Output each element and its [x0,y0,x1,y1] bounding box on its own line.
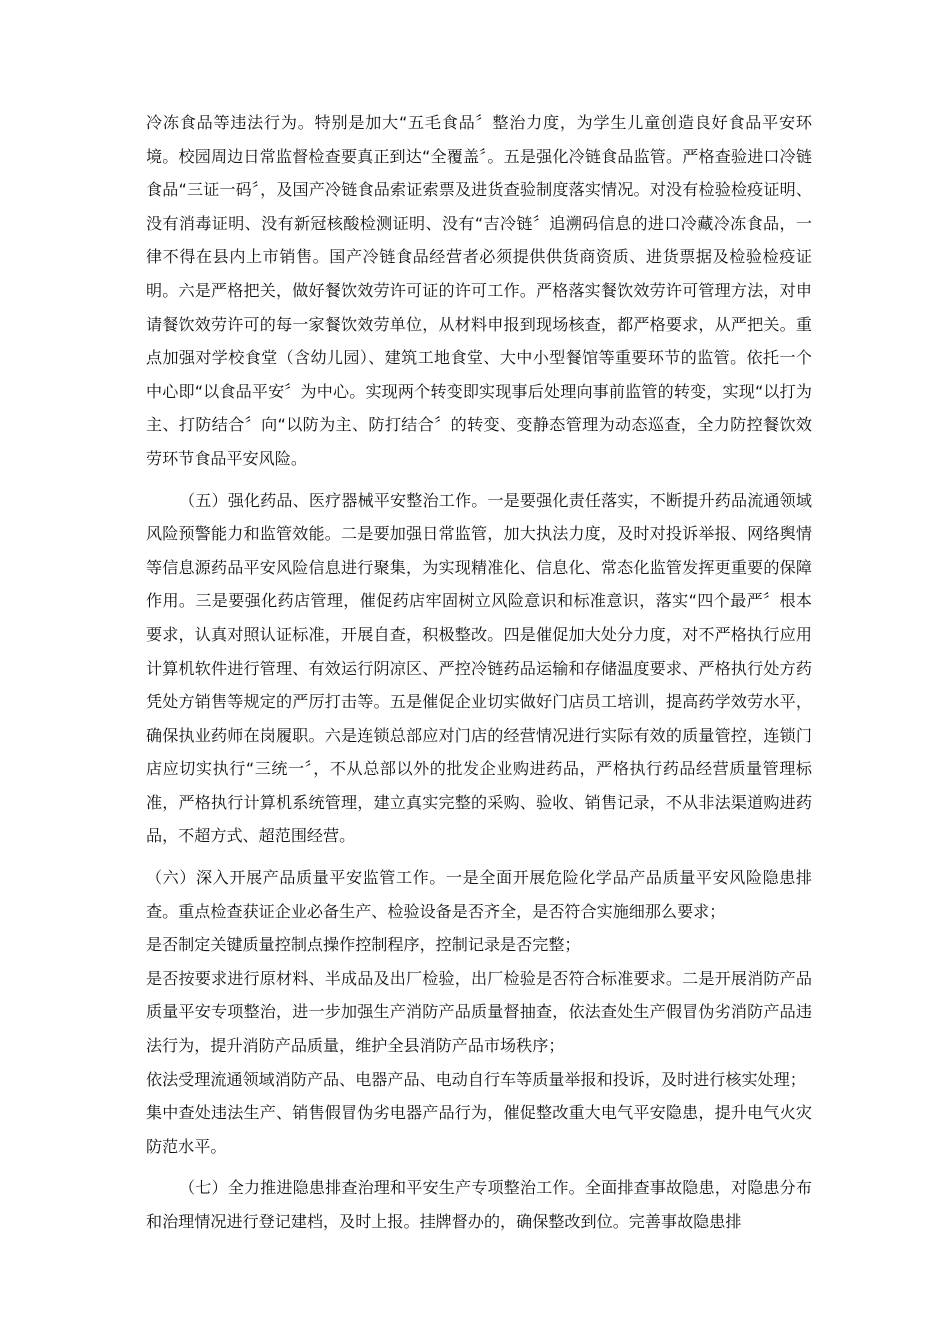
document-page [146,106,812,1247]
section-six-line-4: 依法受理流通领域消防产品、电器产品、电动自行车等质量举报和投诉，及时进行核实处理； [146,1069,806,1089]
section-six-line-5: 集中查处违法生产、销售假冒伪劣电器产品行为，催促整改重大电气平安隐患，提升电气火灾防范水平。 [146,1103,812,1156]
paragraph-section-five-drugs: （五）强化药品、医疗器械平安整治工作。一是要强化责任落实，不断提升药品流通领域风险预警能力和监管效能。二是要加强日常监管，加大执法力度，及时对投诉举报、网络舆情等信息源药品平安风险信息进行聚集，为实现精准化、信息化、常态化监管发挥更重要的保障作用。三是要强化药店管理，催促药店牢固树立风险意识和标准意识，落实“四个最严〞根本要求，认真对照认证标准，开展自查，积极整改。四是催促加大处分力度，对不严格执行应用计算机软件进行管理、有效运行阴凉区、严控冷链药品运输和存储温度要求、严格执行处方药凭处方销售等规定的严厉打击等。五是催促企业切实做好门店员工培训，提高药学效劳水平，确保执业药师在岗履职。六是连锁总部应对门店的经营情况进行实际有效的质量管控，连锁门店应切实执行“三统一〞，不从总部以外的批发企业购进药品，严格执行药品经营质量管理标准，严格执行计算机系统管理，建立真实完整的采购、验收、销售记录，不从非法渠道购进药品，不超方式、超范围经营。 [146,490,812,846]
paragraph-section-seven-hazards: （七）全力推进隐患排查治理和平安生产专项整治工作。全面排查事故隐患，对隐患分布和治理情况进行登记建档，及时上报。挂牌督办的，确保整改到位。完善事故隐患排 [146,1178,812,1231]
section-six-line-2: 是否制定关键质量控制点操作控制程序，控制记录是否完整； [146,935,581,955]
section-six-line-3: 是否按要求进行原材料、半成品及出厂检验，出厂检验是否符合标准要求。二是开展消防产品质量平安专项整治，进一步加强生产消防产品质量督抽查，依法查处生产假冒伪劣消防产品违法行为，提升消防产品质量，维护全县消防产品市场秩序； [146,968,812,1056]
section-six-product-quality [146,861,812,1163]
section-six-line-1: （六）深入开展产品质量平安监管工作。一是全面开展危险化学品产品质量平安风险隐患排查。重点检查获证企业必备生产、检验设备是否齐全，是否符合实施细那么要求； [146,868,812,921]
paragraph-cold-chain-food: 冷冻食品等违法行为。特别是加大“五毛食品〞整治力度，为学生儿童创造良好食品平安环境。校园周边日常监督检查要真正到达“全覆盖〞。五是强化冷链食品监管。严格查验进口冷链食品“三证一码〞，及国产冷链食品索证索票及进货查验制度落实情况。对没有检验检疫证明、没有消毒证明、没有新冠核酸检测证明、没有“吉冷链〞追溯码信息的进口冷藏冷冻食品，一律不得在县内上市销售。国产冷链食品经营者必须提供供货商资质、进货票据及检验检疫证明。六是严格把关，做好餐饮效劳许可证的许可工作。严格落实餐饮效劳许可管理方法，对申请餐饮效劳许可的每一家餐饮效劳单位，从材料申报到现场核查，都严格要求，从严把关。重点加强对学校食堂（含幼儿园）、建筑工地食堂、大中小型餐馆等重要环节的监管。依托一个中心即“以食品平安〞为中心。实现两个转变即实现事后处理向事前监管的转变，实现“以打为主、打防结合〞向“以防为主、防打结合〞的转变、变静态管理为动态巡查，全力防控餐饮效劳环节食品平安风险。 [146,113,812,468]
